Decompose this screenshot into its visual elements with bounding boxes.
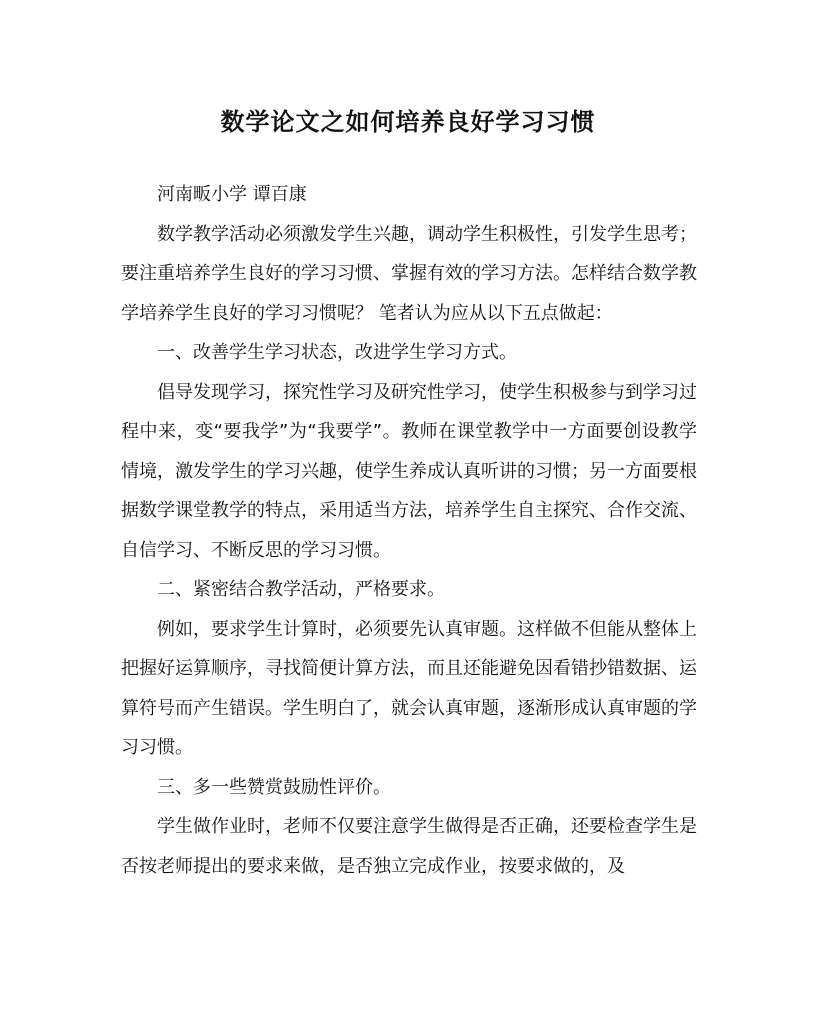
section-heading-3: 三、多一些赞赏鼓励性评价。 xyxy=(157,776,391,798)
document-title: 数学论文之如何培养良好学习习惯 xyxy=(220,107,596,136)
paragraph-1: 倡导发现学习，探究性学习及研究性学习，使学生积极参与到学习过程中来，变“要我学”为“我要学”。教师在课堂教学中一方面要创设教学情境，激发学生的学习兴趣，使学生养成认真听讲的习惯；另一方面要根据数学课堂教学的特点，采用适当方法，培养学生自主探究、合作交流、自信学习、不断反思的学习习惯。 xyxy=(121,381,697,561)
paragraph-2: 例如，要求学生计算时，必须要先认真审题。这样做不但能从整体上把握好运算顺序，寻找简便计算方法，而且还能避免因看错抄错数据、运算符号而产生错误。学生明白了，就会认真审题，逐渐形成认真审题的学习习惯。 xyxy=(121,618,697,758)
section-heading-2: 二、紧密结合教学活动，严格要求。 xyxy=(157,579,445,600)
paragraph-3: 学生做作业时，老师不仅要注意学生做得是否正确，还要检查学生是否按老师提出的要求来做，是否独立完成作业，按要求做的，及 xyxy=(121,816,697,877)
byline: 河南畈小学 谭百康 xyxy=(157,184,307,205)
section-heading-1: 一、改善学生学习状态，改进学生学习方式。 xyxy=(157,342,517,363)
paragraph-intro: 数学教学活动必须激发学生兴趣，调动学生积极性，引发学生思考；要注重培养学生良好的学习习惯、掌握有效的学习方法。怎样结合数学教学培养学生良好的学习习惯呢？ 笔者认为应从以下五点做起： xyxy=(121,223,697,324)
document-body xyxy=(121,175,697,886)
